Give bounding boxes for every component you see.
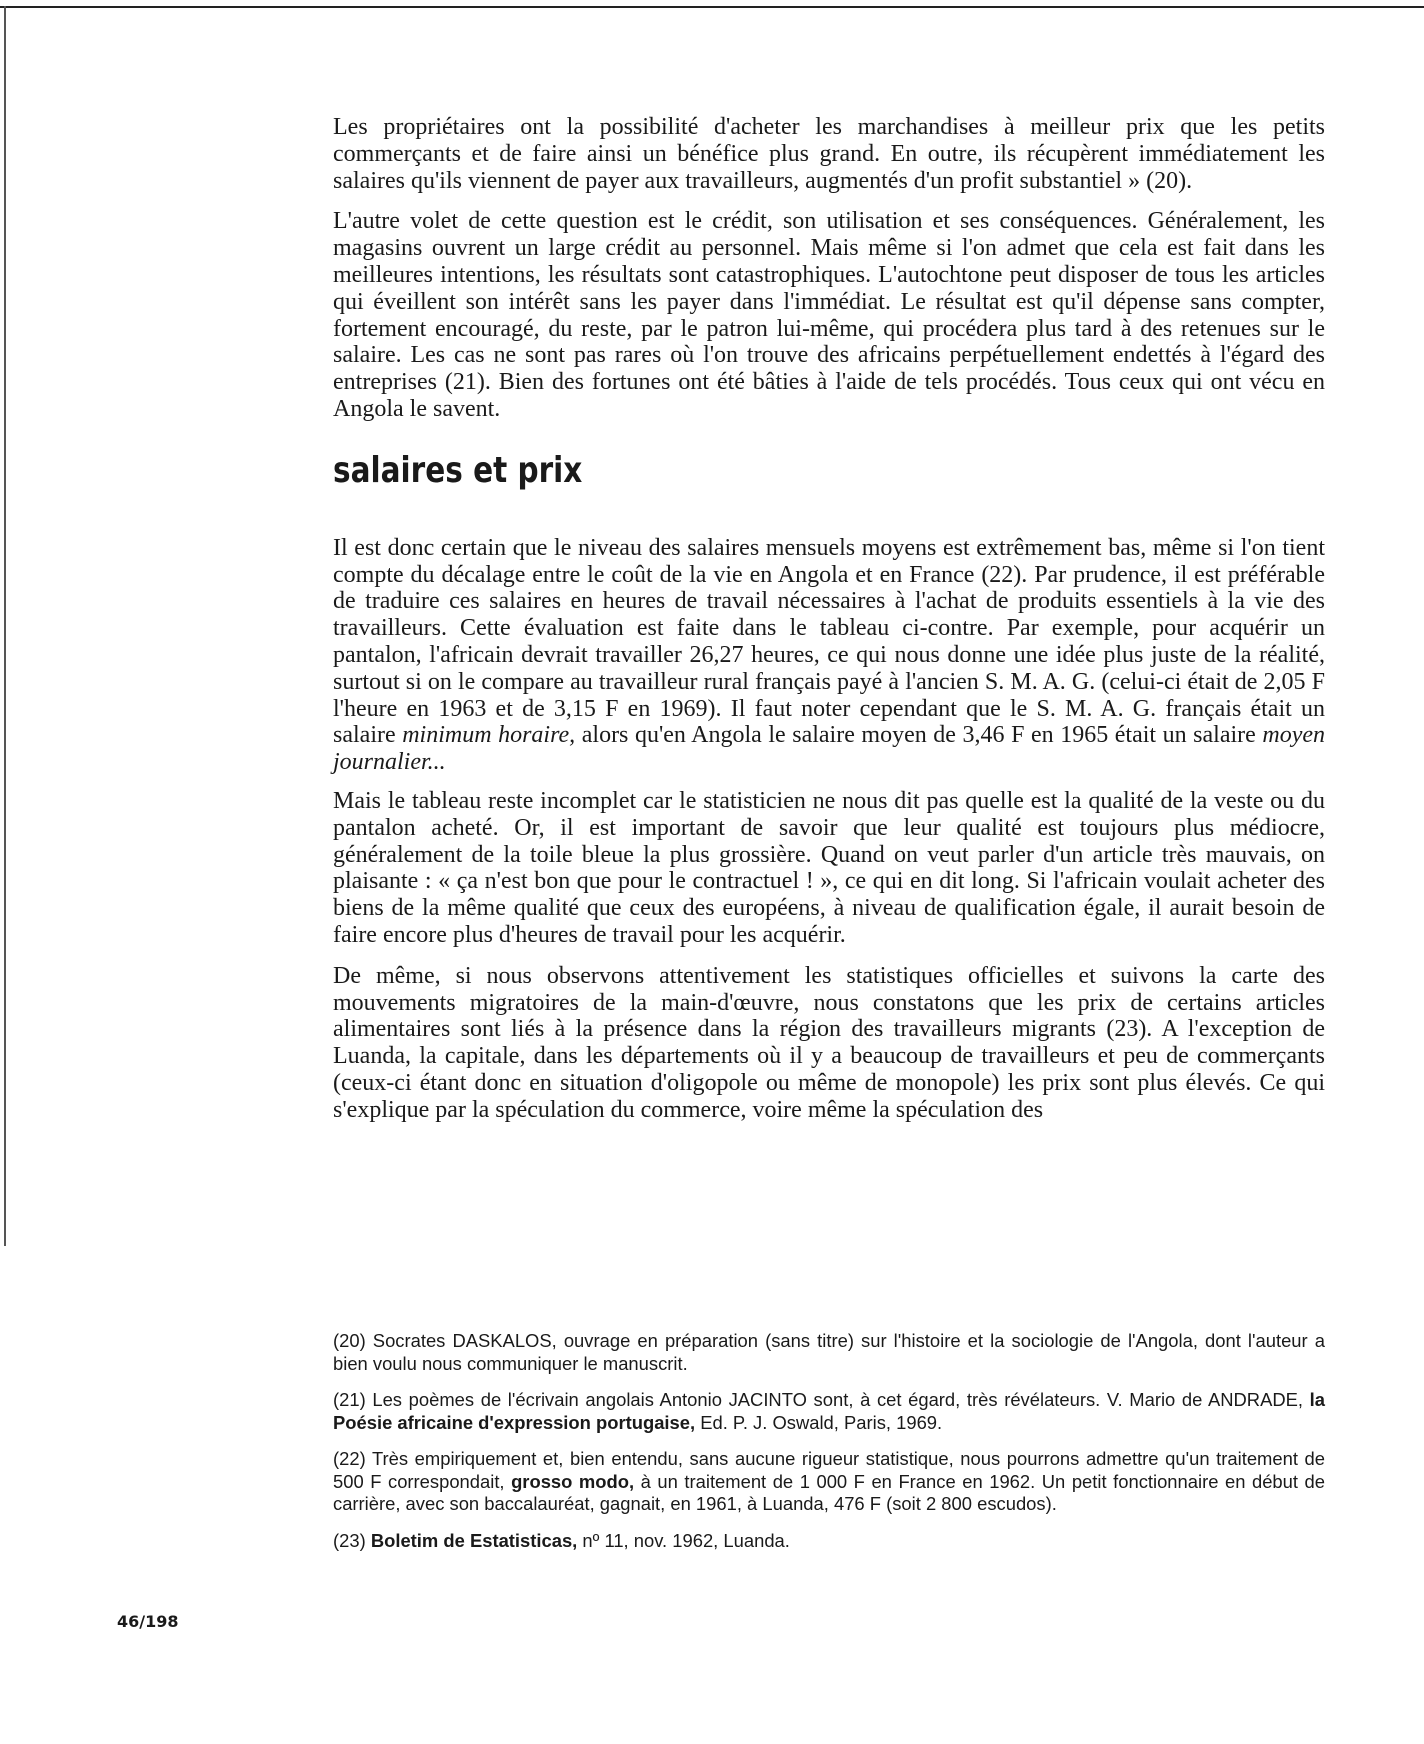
footnote-21 [333, 1389, 1325, 1434]
footnote-23-text-b: nº 11, nov. 1962, Luanda. [577, 1529, 790, 1551]
section-heading-wrap [333, 449, 1325, 515]
paragraph-2: L'autre volet de cette question est le crédit, son utilisation et ses conséquences. Généralement, les magasins ouvrent un large crédit au personnel. Mais même si l'on admet que cela est fait dans les meilleures intentions, les résultats sont catastrophiques. L'autochtone peut disposer de tous les articles qui éveillent son intérêt sans les payer dans l'immédiat. Le résultat est qu'il dépense sans compter, fortement encouragé, du reste, par le patron lui-même, qui procédera plus tard à des retenues sur le salaire. Les cas ne sont pas rares où l'on trouve des africains perpétuellement endettés à l'égard des entreprises (21). Bien des fortunes ont été bâties à l'aide de tels procédés. Tous ceux qui ont vécu en Angola le savent. [333, 208, 1325, 422]
paragraph-1: Les propriétaires ont la possibilité d'acheter les marchandises à meilleur prix que les petits commerçants et de faire ainsi un bénéfice plus grand. En outre, ils récupèrent immédiatement les salaires qu'ils viennent de payer aux travailleurs, augmentés d'un profit substantiel » (20). [333, 114, 1325, 194]
left-border-rule [4, 6, 6, 1246]
footnote-20: (20) Socrates DASKALOS, ouvrage en préparation (sans titre) sur l'histoire et la sociologie de l'Angola, dont l'auteur a bien voulu nous communiquer le manuscrit. [333, 1330, 1325, 1374]
paragraph-3-italic-b: moyen journalier... [333, 722, 1325, 776]
footnote-21-text-a: (21) Les poèmes de l'écrivain angolais Antonio JACINTO sont, à cet égard, très révélateurs. V. Mario de ANDRADE, [333, 1389, 1310, 1410]
footnote-22-text-a: (22) Très empiriquement et, bien entendu, sans aucune rigueur statistique, nous pourrons admettre qu'un traitement de 500 F correspondait, [333, 1448, 1325, 1492]
paragraph-3 [333, 535, 1325, 776]
section-heading: salaires et prix [333, 449, 583, 491]
top-border-rule [0, 6, 1424, 8]
paragraph-5: De même, si nous observons attentivement les statistiques officielles et suivons la carte des mouvements migratoires de la main-d'œuvre, nous constatons que les prix de certains articles alimentaires sont liés à la présence dans la région des travailleurs migrants (23). A l'exception de Luanda, la capitale, dans les départements où il y a beaucoup de travailleurs et peu de commerçants (ceux-ci étant donc en situation d'oligopole ou même de monopole) les prix sont plus élevés. Ce qui s'explique par la spéculation du commerce, voire même la spéculation des [333, 962, 1325, 1123]
footnote-21-text-b: Ed. P. J. Oswald, Paris, 1969. [695, 1411, 943, 1433]
paragraph-4: Mais le tableau reste incomplet car le statisticien ne nous dit pas quelle est la qualité de la veste ou du pantalon acheté. Or, il est important de savoir que leur qualité est toujours plus médiocre, généralement de la toile bleue la plus grossière. Quand on veut parler d'un article très mauvais, on plaisante : « ça n'est bon que pour le contractuel ! », ce qui en dit long. Si l'africain voulait acheter des biens de la même qualité que ceux des européens, à niveau de qualification égale, il aurait besoin de faire encore plus d'heures de travail pour les acquérir. [333, 787, 1325, 948]
footnote-23 [333, 1530, 1325, 1553]
footnote-22 [333, 1448, 1325, 1516]
paragraph-3-text-a: Il est donc certain que le niveau des salaires mensuels moyens est extrêmement bas, même si l'on tient compte du décalage entre le coût de la vie en Angola et en France (22). Par prudence, il est préférable de traduire ces salaires en heures de travail nécessaires à l'achat de produits essentiels à la vie des travailleurs. Cette évaluation est faite dans le tableau ci-contre. Par exemple, pour acquérir un pantalon, l'africain devrait travailler 26,27 heures, ce qui nous donne une idée plus juste de la réalité, surtout si on le compare au travailleur rural français payé à l'ancien S. M. A. G. (celui-ci était de 2,05 F l'heure en 1963 et de 3,15 F en 1969). Il faut noter cependant que le S. M. A. G. français était un salaire [333, 534, 1325, 749]
footnote-22-bold: grosso modo, [511, 1470, 635, 1492]
paragraph-3-text-b: alors qu'en Angola le salaire moyen de 3,46 F en 1965 était un salaire [575, 722, 1263, 749]
footnote-23-text-a: (23) [333, 1529, 371, 1551]
paragraph-3-italic-a: minimum horaire, [402, 722, 576, 749]
page-number: 46/198 [117, 1612, 179, 1631]
footnote-22-text-b: à un traitement de 1 000 F en France en 1962. Un petit fonctionnaire en début de carrière, avec son baccalauréat, gagnait, en 1961, à Luanda, 476 F (soit 2 800 escudos). [333, 1470, 1325, 1514]
footnotes [333, 1330, 1325, 1566]
main-text-column [333, 114, 1325, 1138]
footnote-21-title: la Poésie africaine d'expression portugaise, [333, 1389, 1325, 1433]
footnote-23-title: Boletim de Estatisticas, [370, 1529, 578, 1551]
